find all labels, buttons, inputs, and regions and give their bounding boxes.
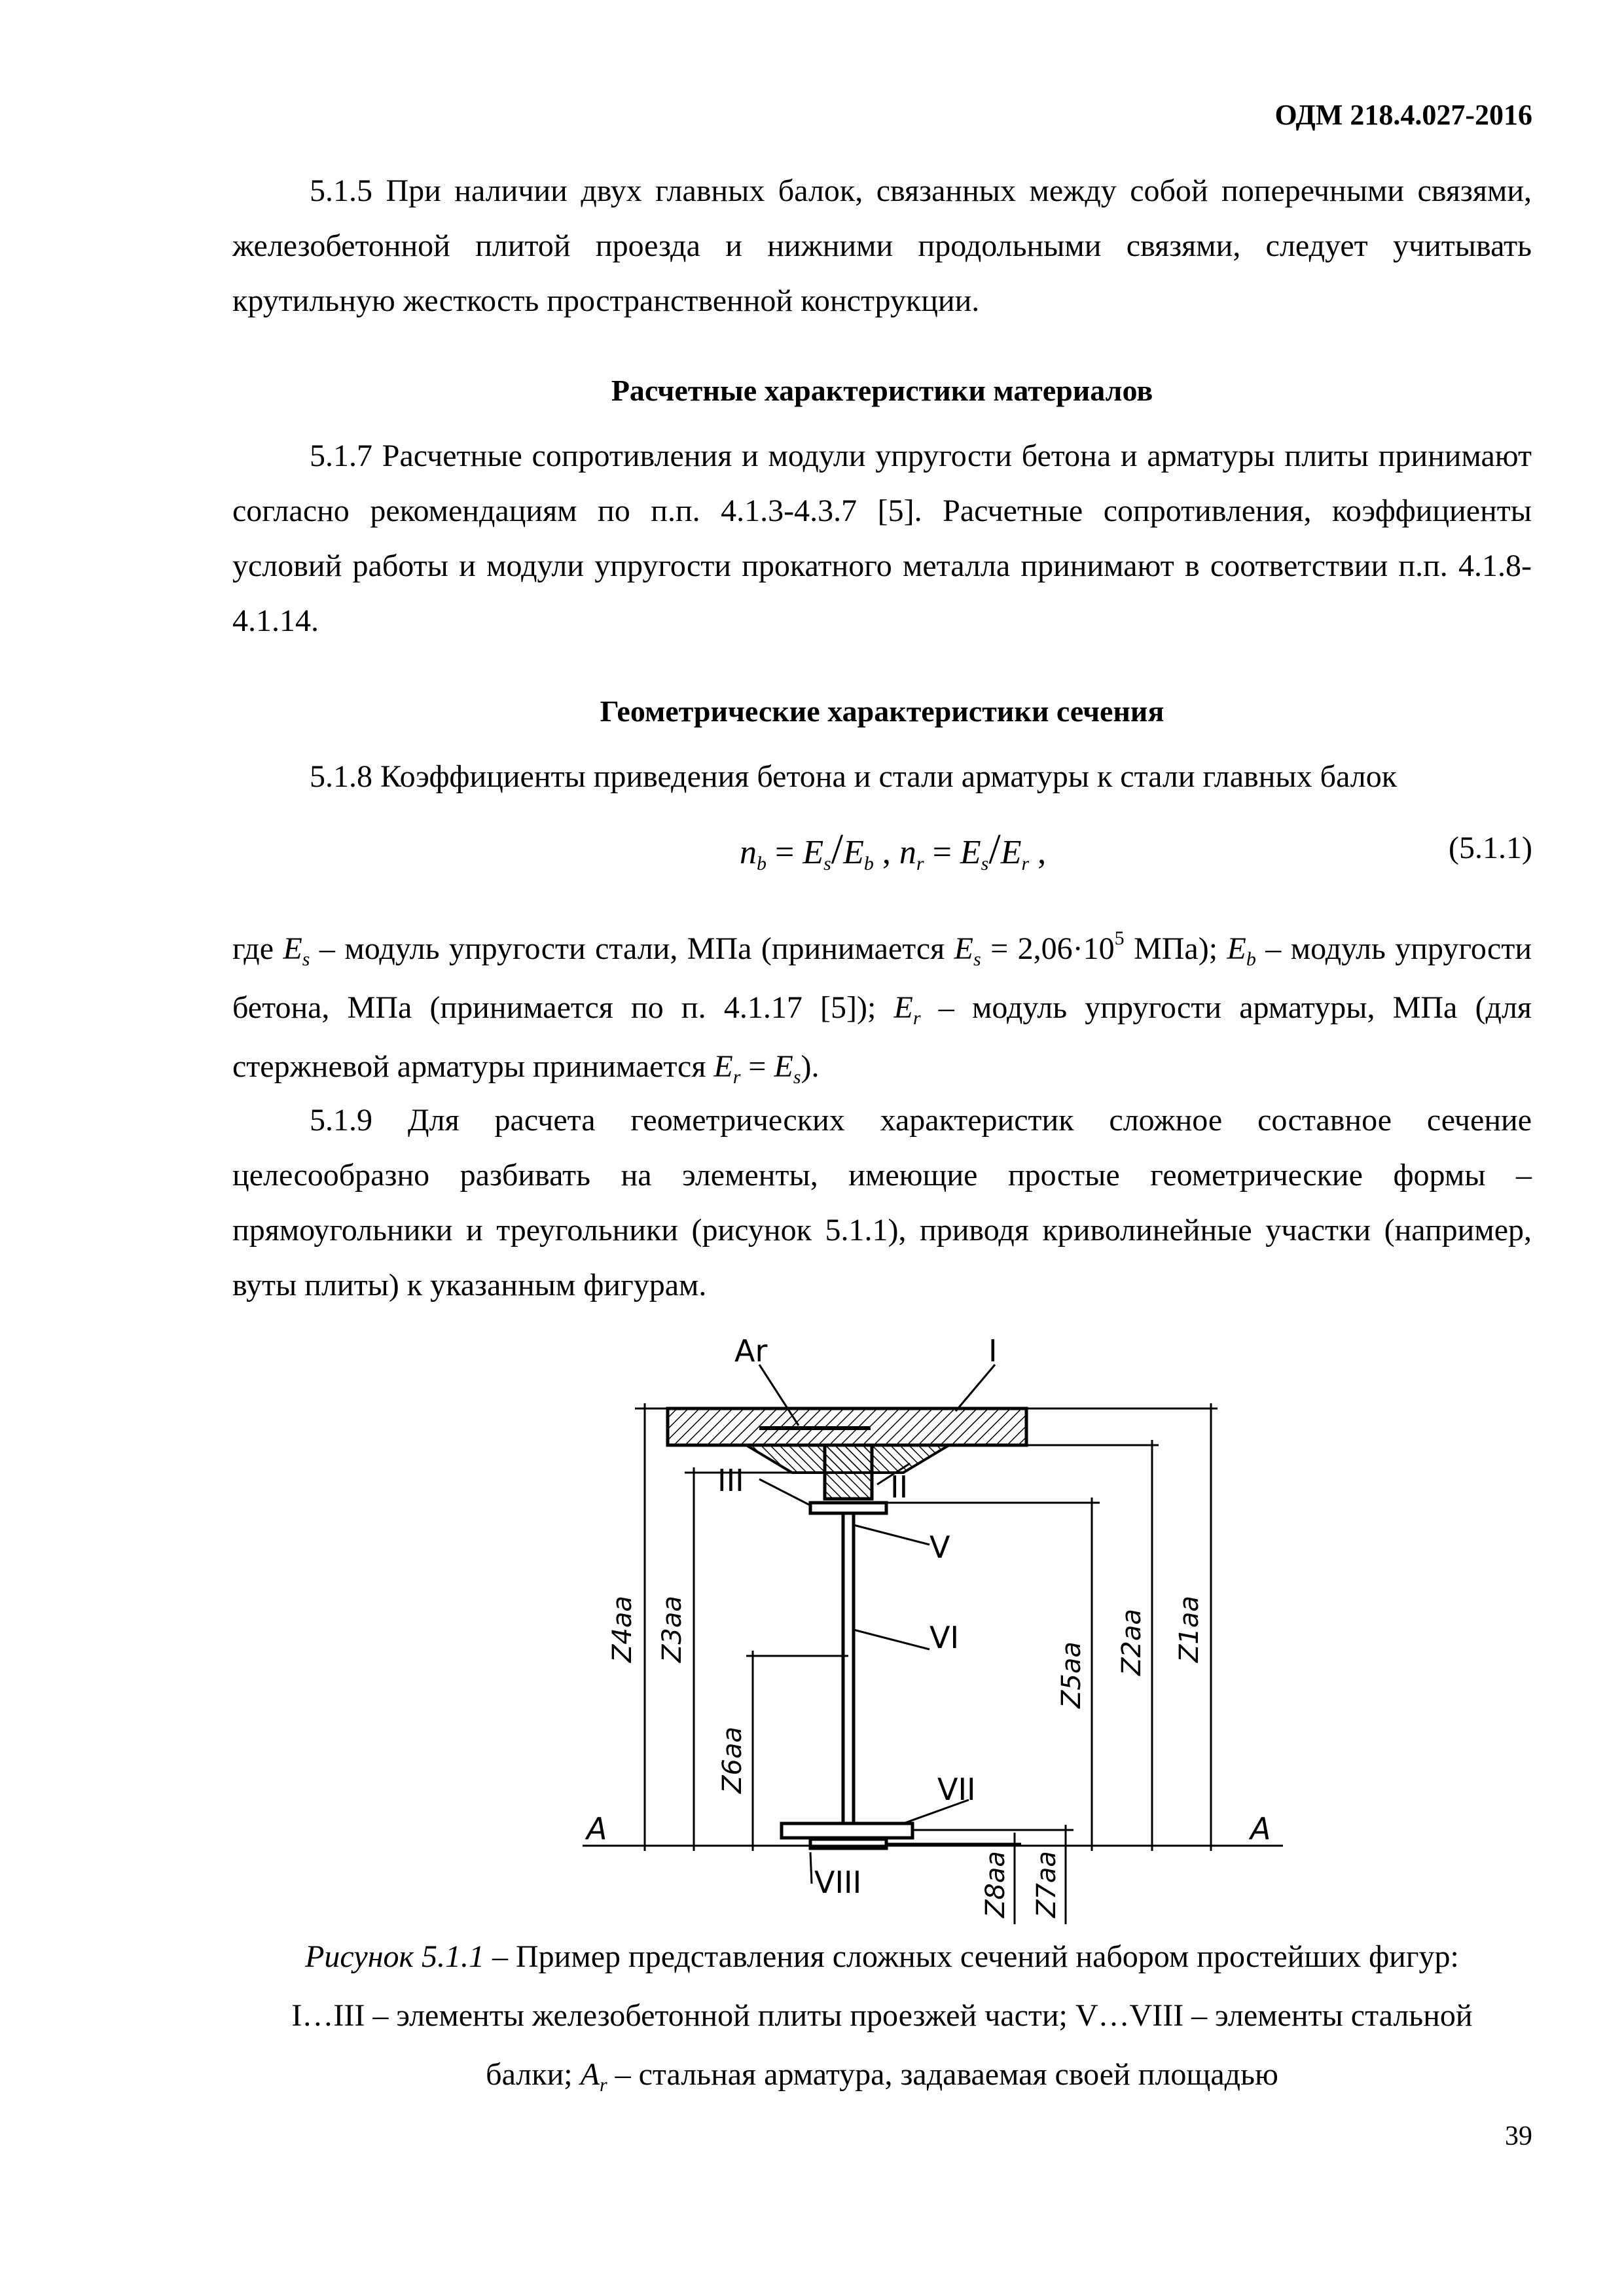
paragraph-5-1-9 xyxy=(232,1093,1532,1313)
dim-label-z8: Z8aa xyxy=(981,1851,1011,1918)
dim-label-z6: Z6aa xyxy=(717,1727,748,1793)
caption-line-1: Рисунок 5.1.1 – Пример представления сложных сечений набором простейших фигур: xyxy=(305,1939,1459,1974)
figure-caption xyxy=(232,1928,1532,2104)
label-II: II xyxy=(890,1469,909,1505)
rib-element-II xyxy=(825,1445,872,1499)
label-VII: VII xyxy=(937,1772,976,1807)
label-axis-A-right: A xyxy=(1250,1811,1271,1846)
paragraph-5-1-8-where xyxy=(232,920,1532,1096)
label-Ar: Ar xyxy=(734,1333,768,1369)
dim-label-z3: Z3aa xyxy=(657,1596,687,1662)
paragraph-text: где $E_s$ – модуль упругости стали, МПа (принимается $E_s = 2,06\cdot 10^5$ МПа); $E_b$ – модуль упругости бетона, МПа (принимается по п. 4.1.17 [5]); $E_r$ – модуль упругости арматуры, МПа (для стержневой арматуры принимается $E_r = E_s$). xyxy=(232,927,1532,1088)
formula-5-1-1: $n_b = E_s/E_b$ , $n_r = E_s/E_r$ , xyxy=(740,825,1047,874)
caption-line-2: I…III – элементы железобетонной плиты проезжей части; V…VIII – элементы стальной xyxy=(291,1998,1473,2033)
dim-label-z2: Z2aa xyxy=(1117,1609,1147,1676)
document-id-header: ОДМ 218.4.027-2016 xyxy=(1274,99,1532,131)
dim-label-z4: Z4aa xyxy=(607,1596,638,1662)
paragraph-text: 5.1.9 Для расчета геометрических характеристик сложное составное сечение целесообразно разбивать на элементы, имеющие простые геометрические формы – прямоугольники и треугольники (рисунок 5.1.1), приводя криволинейные участки (например, вуты плиты) к указанным фигурам. xyxy=(232,1103,1532,1302)
label-VI: VI xyxy=(929,1620,960,1655)
page-number: 39 xyxy=(1505,2121,1532,2151)
paragraph-text: 5.1.8 Коэффициенты приведения бетона и стали арматуры к стали главных балок xyxy=(310,759,1398,794)
section-heading-materials: Расчетные характеристики материалов xyxy=(611,374,1153,407)
cover-plate-element-VIII xyxy=(810,1839,886,1848)
web-element-VI xyxy=(843,1513,854,1823)
dim-label-z1: Z1aa xyxy=(1174,1596,1204,1662)
paragraph-text: 5.1.7 Расчетные сопротивления и модули упругости бетона и арматуры плиты принимают согласно рекомендациям по п.п. 4.1.3-4.3.7 [5]. Расчетные сопротивления, коэффициенты условий работы и модули упругости прокатного металла принимают в соответствии п.п. 4.1.8-4.1.14. xyxy=(232,439,1532,638)
paragraph-5-1-5 xyxy=(232,164,1532,329)
label-axis-A-left: A xyxy=(586,1811,607,1846)
paragraph-5-1-8 xyxy=(232,749,1532,804)
paragraph-5-1-7 xyxy=(232,429,1532,649)
section-heading-geometry: Геометрические характеристики сечения xyxy=(600,694,1164,728)
dim-label-z7: Z7aa xyxy=(1032,1851,1062,1918)
dim-label-z5: Z5aa xyxy=(1056,1641,1087,1708)
figure-5-1-1-section-diagram xyxy=(563,1322,1309,1950)
bottom-flange-element-VII xyxy=(782,1823,912,1838)
equation-number: (5.1.1) xyxy=(1449,831,1532,865)
label-VIII: VIII xyxy=(814,1865,862,1900)
caption-line-3: балки; $A_r$ – стальная арматура, задаваемая своей площадью xyxy=(486,2057,1278,2096)
label-I: I xyxy=(988,1333,998,1369)
label-V: V xyxy=(929,1530,950,1565)
label-III: III xyxy=(717,1463,744,1498)
paragraph-text: 5.1.5 При наличии двух главных балок, связанных между собой поперечными связями, железобетонной плитой проезда и нижними продольными связями, следует учитывать крутильную жесткость пространственной конструкции. xyxy=(232,173,1532,318)
